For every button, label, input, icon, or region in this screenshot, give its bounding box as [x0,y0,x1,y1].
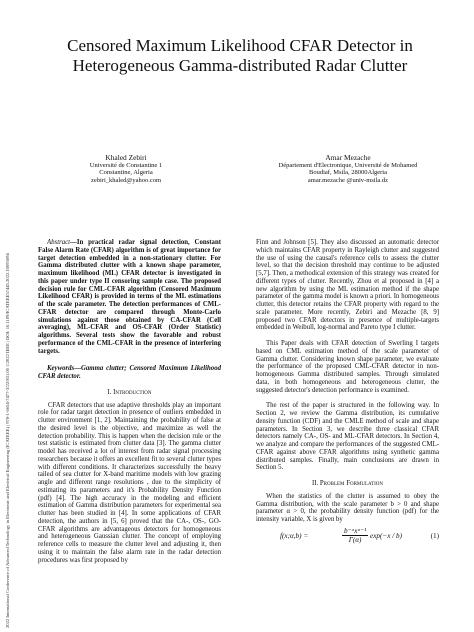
author-name: Amar Mezache [325,153,371,162]
paper-title: Censored Maximum Likelihood CFAR Detector in Heterogeneous Gamma-distributed Radar Clutter [67,36,413,75]
equation-numerator: b⁻ᵅxᵅ⁻¹ [344,526,367,535]
equation-1 [256,526,439,548]
body-paragraph: This Paper deals with CFAR detection of Swerling I targets based on CML estimation method of the scale parameter of Gamma clutter. Considering known shape parameter, we evaluate the performance of the proposed CML-CFAR detector in non-homogeneous Gamma distributed samples. Through simulated data, in both homogeneous and heterogeneous clutter, the suggested detector's detection performance is examined. [256,340,439,394]
introduction-paragraph: CFAR detectors that use adaptive thresholds play an important role for radar target detection in presence of outliers embedded in clutter environment [1, 2]. Maintaining the probability of false at the desired level is the objective, and maximize as well the detection probability. This is happen when the decision rule or the test statistic is estimated from clutter data [3]. The gamma clutter model has received a lot of interest from radar signal processing researchers because it offers an excellent fit to several clutter types with different conditions. It characterizes successfully the heavy tailed of sea clutter for X-band maritime models with low grazing angle and different range resolutions , due to the simplicity of estimating its parameters and it's Probability Density Function (pdf) [4]. The high accuracy in the modeling and efficient estimation of Gamma distribution parameters for experimental sea clutter has been studied in [4]. In some applications of CFAR detection, the authors in [5, 6] proved that the CA-, OS-, GO-CFAR algorithms are advantageous detectors for homogeneous and heterogeneous Gaussian clutter. The concept of employing reference cells to measure the clutter level and adjusting it, then using it to maintain the false alarm rate in the radar detection procedures was first proposed by [38,401,221,564]
author-affiliation: Département d'Electronique, Université de Mohamed [278,161,418,169]
author-location: Boudiaf, Msila, 28000Algeria [309,169,387,177]
section-heading-introduction: I. Introduction [107,388,152,396]
abstract-label: Abstract [47,239,71,246]
author-email: amar.mezache @univ-msila.dz [307,177,389,185]
conference-sidebar [3,110,15,630]
left-column [38,239,221,564]
body-paragraph: The rest of the paper is structured in the following way. In Section 2, we review the Gamma distribution, its cumulative density function (CDF) and the CMLE method of scale and shape parameters. In Section 3, we describe three classical CFAR detectors namely CA-, OS- and ML-CFAR detectors. In Section 4, we analyze and compare the performances of the suggested CML-CFAR against above CFAR algorithms using synthetic gamma distributed samples. Finally, main conclusions are drawn in Section 5. [256,402,439,472]
author-block-2 [268,154,428,185]
equation-number: (1) [430,531,439,540]
equation-denominator: Γ(α) [348,535,362,544]
equation-lhs: f(x;α,b) = [280,531,309,540]
keywords-label: Keywords [47,365,75,373]
author-location: Constantine, Algeria [99,169,153,177]
keywords [38,365,221,381]
body-paragraph: Finn and Johnson [5]. They also discussed an automatic detector which maintains CFAR property in Rayleigh clutter and suggested the use of using the causal's reference cells to assess the clutter level, so that the decision threshold may continue to be adjusted [5,7]. Then, a methodical extension of this strategy was created for different types of clutter. Recently, Zhou et al proposed in [4] a new algorithm by using the ML estimation method if the shape parameter of the gamma model is known a priori. In homogeneous clutter, this detector retains the CFAR property with regard to the scale parameter. More recently, Zebiri and Mezache [8, 9] proposed two CFAR detectors in presence of multiple-targets embedded in Weibull, log-normal and Pareto type I clutter. [256,239,439,332]
author-email: zebiri_khaled@yahoo.com [90,177,162,185]
sidebar-doi-text: 2022 International Conference of Advanced Technology in Electronic and Electrical Engineering (ICATEEE) | 978-1-6654-7477-3/22/$31.00 ©2022 IEEE | DOI: 10.1109/ICATEEE57445.2022.10093694 [5,253,10,628]
author-block-1 [46,154,206,185]
equation-fraction [342,526,368,544]
section-heading-problem-formulation: II. Problem Formulation [311,480,384,487]
problem-paragraph: When the statistics of the clutter is assumed to obey the Gamma distribution, with the scale parameter b > 0 and shape parameter α > 0, the probability density function (pdf) for the intensity variable, X is given by [256,492,439,523]
keywords-text: —Gamma clutter; Censored Maximum Likelihood CFAR detector. [38,365,221,380]
equation-rhs: exp(−x / b) [370,531,402,540]
author-affiliation: Université de Constantine 1 [89,161,163,169]
author-name: Khaled Zebiri [105,153,147,162]
right-column [256,239,439,548]
abstract [38,239,221,355]
abstract-text: —In practical radar signal detection, Constant False Alarm Rate (CFAR) algorithm is of great importance for target detection embedded in a non-stationary clutter. For Gamma distributed clutter with a known shape parameter, maximum likelihood (ML) CFAR detector is investigated in this paper under type II censoring sample case. The proposed decision rule for CML-CFAR algorithm (Censored Maximum Likelihood CFAR) is provided in terms of the ML estimations of the scale parameter. The detection performances of CML-CFAR detector are compared through Monte-Carlo simulations against those obtained by CA-CFAR (Cell averaging), ML-CFAR and OS-CFAR (Order Statistic) algorithms. Several tests show the favorable and robust performance of the CML-CFAR in the presence of interfering targets. [38,239,221,355]
